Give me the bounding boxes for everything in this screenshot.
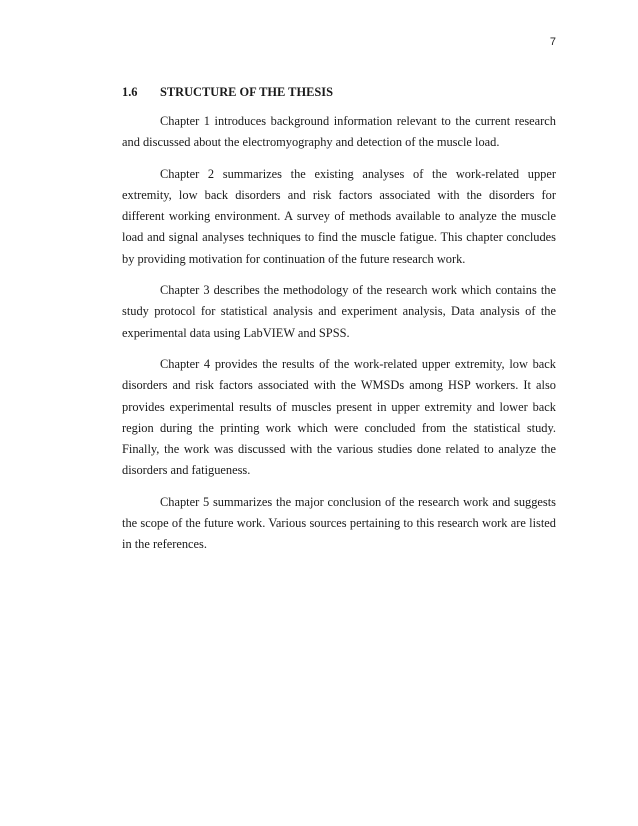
page-content xyxy=(122,84,556,566)
paragraph-chapter-2: Chapter 2 summarizes the existing analyses of the work-related upper extremity, low back disorders and risk factors associated with the disorders for different working environment. A survey of methods available to analyze the muscle load and signal analyses techniques to find the muscle fatigue. This chapter concludes by providing motivation for continuation of the future research work. xyxy=(122,166,556,266)
section-heading xyxy=(122,84,556,100)
page-number: 7 xyxy=(549,36,556,48)
paragraph-chapter-3: Chapter 3 describes the methodology of the research work which contains the study protocol for statistical analysis and experiment analysis, Data analysis of the experimental data using LabVIEW and SPSS. xyxy=(122,283,556,340)
section-number: 1.6 xyxy=(122,85,138,99)
paragraph-chapter-4: Chapter 4 provides the results of the work-related upper extremity, low back disorders and risk factors associated with the WMSDs among HSP workers. It also provides experimental results of muscles present in upper extremity and lower back region during the printing work which were concluded from the statistical study. Finally, the work was discussed with the various studies done related to analyze the disorders and fatigueness. xyxy=(122,356,556,478)
paragraph-chapter-1: Chapter 1 introduces background information relevant to the current research and discussed about the electromyography and detection of the muscle load. xyxy=(122,114,556,150)
paragraph-chapter-5: Chapter 5 summarizes the major conclusion of the research work and suggests the scope of the future work. Various sources pertaining to this research work are listed in the references. xyxy=(122,494,556,552)
section-title: STRUCTURE OF THE THESIS xyxy=(160,85,333,99)
